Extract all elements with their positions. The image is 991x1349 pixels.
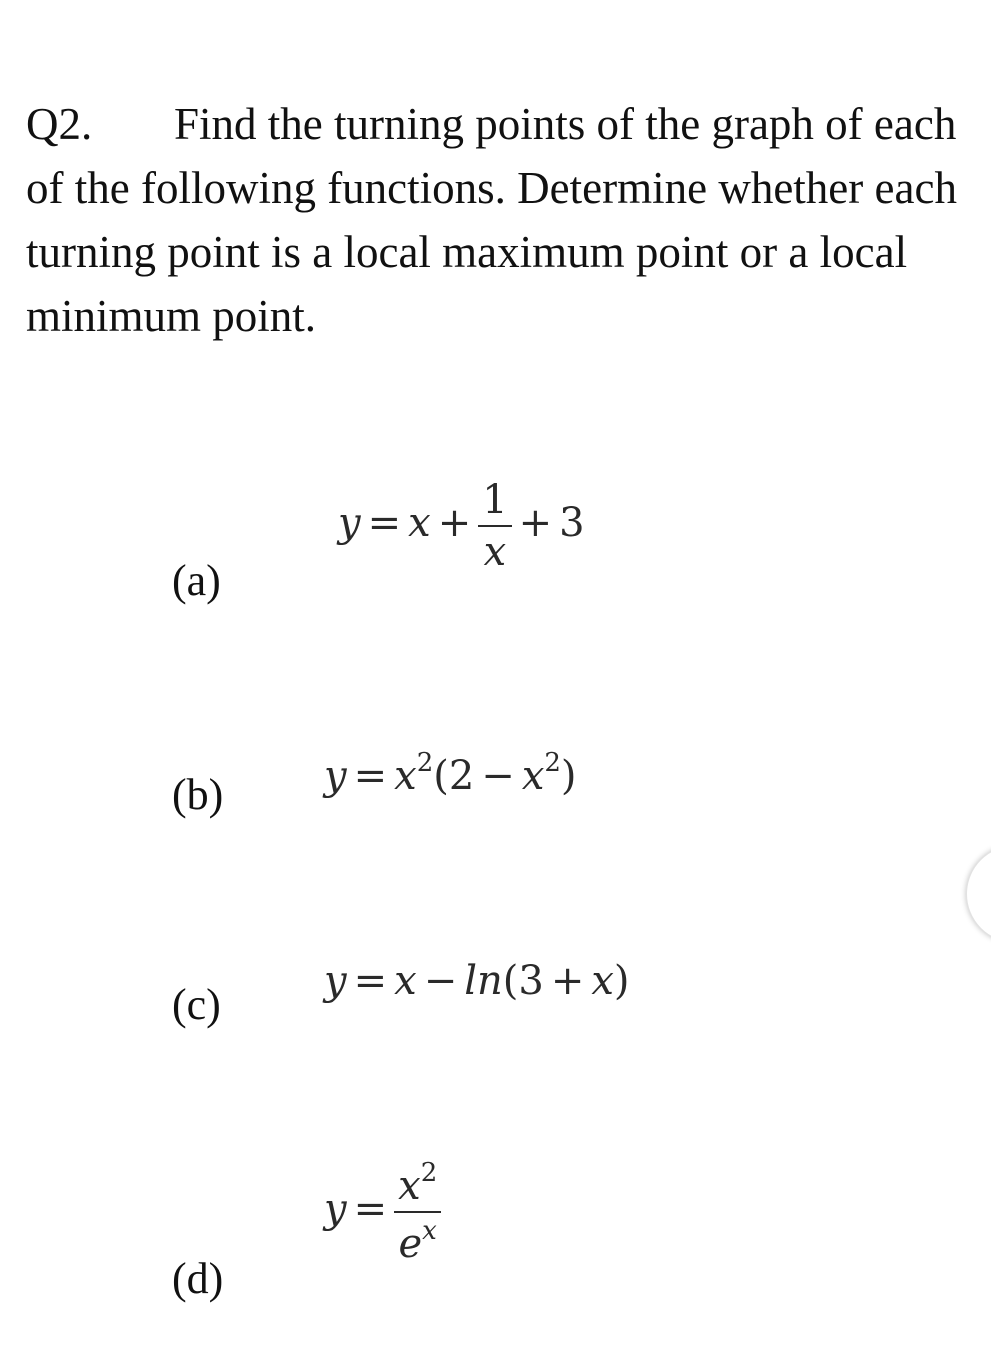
part-b-equation: $y = x^2(2 - x^2)$ xyxy=(324,748,577,799)
question-number: Q2. xyxy=(26,99,93,149)
part-d-equation: y = $\frac{x^2}{e^x}$ xyxy=(324,1158,441,1266)
question-block xyxy=(26,92,966,348)
part-c-equation: y = x − ln(3 + x) xyxy=(324,958,630,1004)
part-c-label: (c) xyxy=(172,980,221,1029)
part-b-label: (b) xyxy=(172,770,224,819)
side-scroll-tab[interactable] xyxy=(966,845,991,943)
part-d-label: (d) xyxy=(172,1254,224,1303)
part-a-equation: y = x + $\frac{1}{x}$ + 3 xyxy=(338,477,585,575)
fraction-one-over-x: $\frac{1}{x}$ xyxy=(478,478,511,574)
question-text: Find the turning points of the graph of each of the following functions. Determine whether each turning point is a local maximum point or a local minimum point. xyxy=(26,99,957,341)
part-a-label: (a) xyxy=(172,556,221,605)
fraction-x-squared-over-e-x: $\frac{x^2}{e^x}$ xyxy=(394,1158,441,1266)
